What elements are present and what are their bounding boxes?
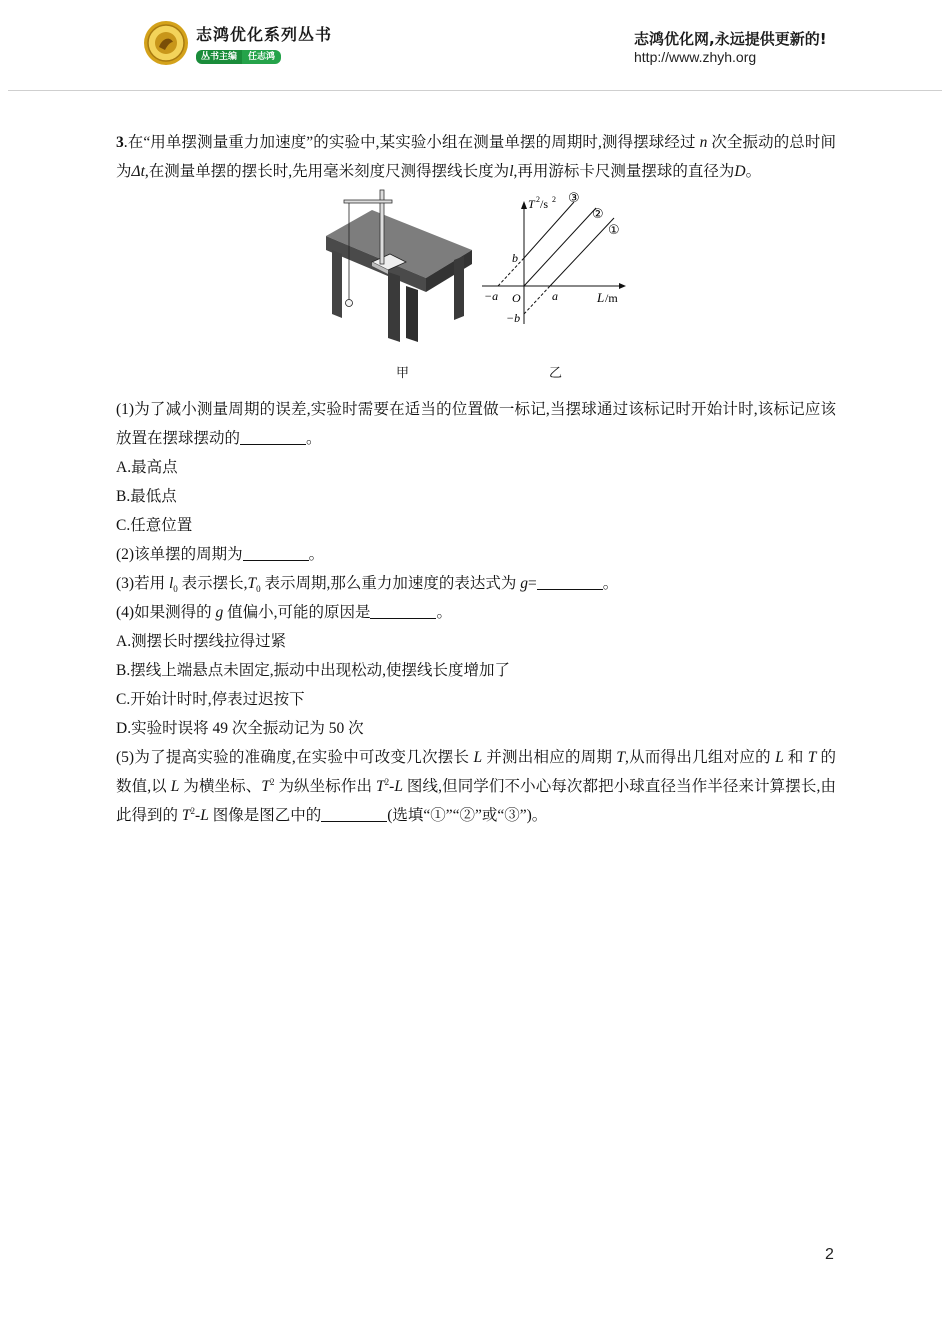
- stem-text: 次全振动的总时间为: [116, 134, 837, 180]
- var-g: g: [520, 575, 529, 592]
- header-url[interactable]: http://www.zhyh.org: [634, 49, 757, 65]
- part-4: [116, 598, 836, 627]
- answer-blank-2[interactable]: [243, 545, 309, 561]
- var-T: T: [807, 749, 817, 766]
- line-1-dashed-extension: [524, 286, 550, 314]
- part5-text: 和: [783, 749, 808, 766]
- tick-neg-a: −a: [484, 289, 499, 303]
- var-D: D: [734, 163, 746, 180]
- part4-option-d: D.实验时误将 49 次全振动记为 50 次: [116, 720, 364, 737]
- part4-text: 。: [436, 604, 452, 621]
- caption-yi: 乙: [549, 365, 563, 380]
- part5-text: 图像是图乙中的: [208, 807, 322, 824]
- part5-text: -: [389, 778, 395, 795]
- var-T: T: [616, 749, 626, 766]
- line-label-2: ②: [592, 207, 604, 222]
- y-axis-unit-sup: 2: [552, 195, 556, 204]
- stem-text: ,在测量单摆的摆长时,先用毫米刻度尺测得摆线长度为: [144, 163, 510, 180]
- stem-text: ,再用游标卡尺测量摆球的直径为: [513, 163, 735, 180]
- part-1: [116, 395, 836, 453]
- line-3-dashed-extension: [498, 258, 524, 286]
- caption-jia: 甲: [396, 365, 410, 380]
- answer-blank-3[interactable]: [537, 574, 603, 590]
- part5-text: ,从而得出几组对应的: [625, 749, 776, 766]
- part4-text: (4)如果测得的: [116, 604, 216, 621]
- part4-option-a: A.测摆长时摆线拉得过紧: [116, 633, 287, 650]
- x-axis-arrow: [619, 283, 626, 289]
- editor-label: 丛书主编: [196, 50, 242, 64]
- var-L: L: [473, 749, 483, 766]
- part1-text: 。: [306, 430, 322, 447]
- y-axis-sup: 2: [536, 195, 540, 204]
- editor-credit: [196, 46, 281, 60]
- part5-text: (选填“①”“②”或“③”)。: [387, 807, 548, 824]
- tick-b: b: [512, 251, 518, 265]
- var-g: g: [215, 604, 224, 621]
- part1-text: (1)为了减小测量周期的误差,实验时需要在适当的位置做一标记,当摆球通过该标记时开始计时,该标记应该放置在摆球摆动的: [116, 401, 836, 447]
- part5-text: 为横坐标、: [179, 778, 262, 795]
- part1-option-c: C.任意位置: [116, 517, 193, 534]
- var-T-sup: 2: [190, 805, 196, 816]
- y-axis-unit: /s: [540, 197, 549, 211]
- var-T-sup: 2: [384, 776, 390, 787]
- tick-a: a: [552, 289, 558, 303]
- var-L: L: [775, 749, 784, 766]
- part-2: [116, 540, 836, 569]
- var-T0-sub: 0: [256, 584, 261, 595]
- part5-text: 的数值,以: [116, 749, 836, 795]
- var-l0: l: [168, 575, 174, 592]
- x-axis-label: L: [597, 290, 605, 305]
- series-line-1: [550, 218, 614, 286]
- publisher-logo-icon: [143, 20, 189, 66]
- part5-text: 并测出相应的周期: [482, 749, 617, 766]
- var-L: L: [170, 778, 180, 795]
- part3-text: (3)若用: [116, 575, 169, 592]
- pendulum-apparatus-illustration: [322, 188, 482, 348]
- page-header: [0, 0, 950, 95]
- question-body: [116, 128, 836, 830]
- answer-blank-4[interactable]: [370, 603, 436, 619]
- var-T: T: [261, 778, 270, 795]
- part5-text: -: [195, 807, 201, 824]
- part4-text: 值偏小,可能的原因是: [223, 604, 371, 621]
- part4-option-b: B.摆线上端悬点未固定,振动中出现松动,使摆线长度增加了: [116, 662, 510, 679]
- y-axis-arrow: [521, 201, 527, 209]
- series-title: 志鸿优化系列丛书: [196, 25, 333, 44]
- part1-option-a: A.最高点: [116, 459, 178, 476]
- answer-blank-5[interactable]: [321, 806, 387, 822]
- var-T0: T: [247, 575, 257, 592]
- stem-text: 。: [745, 163, 762, 180]
- var-delta-t: Δt: [131, 163, 145, 180]
- part5-text: 为纵坐标作出: [274, 778, 377, 795]
- stem-text: .在“用单摆测量重力加速度”的实验中,某实验小组在测量单摆的周期时,测得摆球经过: [123, 134, 696, 151]
- tick-neg-b: −b: [506, 311, 521, 325]
- part4-option-c: C.开始计时时,停表过迟按下: [116, 691, 305, 708]
- var-l: l: [509, 163, 514, 180]
- answer-blank-1[interactable]: [240, 429, 306, 445]
- var-T: T: [376, 778, 385, 795]
- part5-text: (5)为了提高实验的准确度,在实验中可改变几次摆长: [116, 749, 474, 766]
- origin-label: O: [512, 291, 521, 305]
- header-slogan: 志鸿优化网,永远提供更新的!: [634, 30, 827, 48]
- line-label-1: ①: [608, 223, 620, 238]
- figure: [116, 188, 836, 394]
- var-T-sup: 2: [269, 776, 275, 787]
- part3-text: 表示周期,那么重力加速度的表达式为: [260, 575, 521, 592]
- part1-option-b: B.最低点: [116, 488, 177, 505]
- part-3: [116, 569, 836, 598]
- part2-text: 。: [308, 546, 325, 563]
- series-line-2: [524, 208, 596, 286]
- part3-text: 表示摆长,: [177, 575, 248, 592]
- question-number: 3: [116, 134, 124, 151]
- header-divider: [8, 90, 942, 91]
- part2-text: (2)该单摆的周期为: [116, 546, 243, 563]
- t2-l-graph: [476, 188, 646, 338]
- part-5: [116, 743, 836, 830]
- var-l0-sub: 0: [173, 584, 178, 595]
- var-T: T: [181, 807, 191, 824]
- line-label-3: ③: [568, 191, 580, 206]
- var-n: n: [699, 134, 708, 151]
- part5-text: 图线,但同学们不小心每次都把小球直径当作半径来计算摆长,由此得到的: [116, 778, 836, 824]
- var-L: L: [394, 778, 403, 795]
- part3-text: =: [528, 575, 537, 592]
- x-axis-unit: /m: [605, 291, 618, 305]
- part3-text: 。: [602, 575, 619, 592]
- var-L: L: [200, 807, 209, 824]
- editor-name: 任志鸿: [242, 50, 281, 64]
- question-stem: [116, 128, 836, 186]
- y-axis-label: T: [528, 197, 535, 211]
- page-number: 2: [825, 1246, 834, 1263]
